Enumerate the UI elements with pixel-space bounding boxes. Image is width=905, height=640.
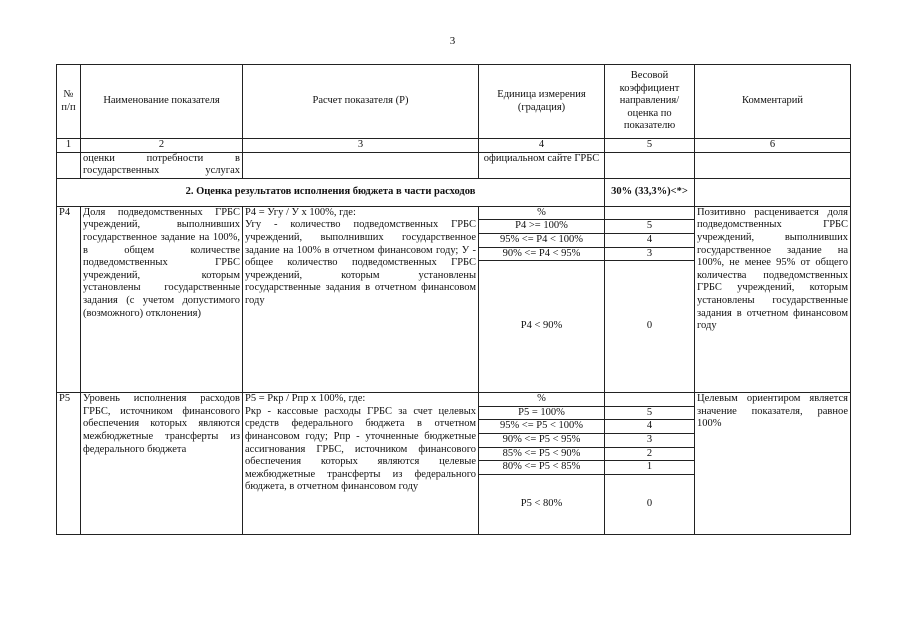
section-2-weight: 30% (33,3%)<*> <box>605 178 695 206</box>
p5-calc-description: Ркр - кассовые расходы ГРБС за счет целевых средств федерального бюджета в отчетном финансовом году; Рпр - уточненные бюджетные ассигнования ГРБС, источником финансового обеспечения которых являются целевые межбюджетные трансферты из федерального бюджета, в отчетном финансовом году <box>245 405 476 493</box>
indicators-table <box>56 64 851 535</box>
p5-row <box>57 393 851 407</box>
p5-grade-score: 5 <box>605 406 695 420</box>
col-number: 3 <box>243 139 479 153</box>
p4-calc-description: Угу - количество подведомственных ГРБС учреждений, выполнивших государственное задание на 100% в отчетном финансовом году; У - общее количество подведомственных ГРБС учреждений, которым установлены государственные задания в отчетном финансовом году <box>245 219 476 306</box>
header-comment: Комментарий <box>695 65 851 139</box>
p4-grade-unit: 90% <= Р4 < 95% <box>479 247 605 261</box>
p4-grade-unit: 95% <= Р4 < 100% <box>479 233 605 247</box>
p5-grade-unit: 90% <= Р5 < 95% <box>479 433 605 447</box>
page-number: 3 <box>449 35 456 47</box>
p4-name: Доля подведомственных ГРБС учреждений, выполнивших государственное задание на 100%, в общем количестве подведомственных ГРБС учреждений, которым установлены государственные задания (с учетом допустимого (возможного) отклонения) <box>81 206 243 392</box>
p5-grade-score: 2 <box>605 447 695 461</box>
header-unit: Единица измерения (градация) <box>479 65 605 139</box>
p5-grade-score: 4 <box>605 420 695 434</box>
header-weight: Весовой коэффициент направления/ оценка по показателю <box>605 65 695 139</box>
p5-grade-score: 1 <box>605 461 695 475</box>
col-number: 1 <box>57 139 81 153</box>
p4-grade-score: 0 <box>605 261 695 393</box>
section-2-row <box>57 178 851 206</box>
p5-unit-header: % <box>479 393 605 407</box>
p5-grade-unit: Р5 < 80% <box>479 474 605 534</box>
p5-grade-unit: Р5 = 100% <box>479 406 605 420</box>
continuation-name: оценки потребности в государственных услугах <box>81 152 243 178</box>
table-header-row <box>57 65 851 139</box>
continuation-row <box>57 152 851 178</box>
header-no: № п/п <box>57 65 81 139</box>
header-name: Наименование показателя <box>81 65 243 139</box>
col-number: 4 <box>479 139 605 153</box>
p4-calculation <box>243 206 479 392</box>
p5-grade-score: 3 <box>605 433 695 447</box>
p5-name: Уровень исполнения расходов ГРБС, источником финансового обеспечения которых являются межбюджетные трансферты из федерального бюджета <box>81 393 243 535</box>
p4-formula: Р4 = Угу / У x 100%, где: <box>245 206 356 218</box>
p4-row <box>57 206 851 220</box>
column-number-row <box>57 139 851 153</box>
p5-grade-unit: 95% <= Р5 < 100% <box>479 420 605 434</box>
col-number: 2 <box>81 139 243 153</box>
p4-grade-score: 3 <box>605 247 695 261</box>
p4-grade-score: 5 <box>605 220 695 234</box>
p4-comment: Позитивно расценивается доля подведомственных ГРБС учреждений, выполнивших государственное задание на 100%, не менее 95% от общего количества подведомственных ГРБС учреждений, которым установлены государственные задания в отчетном финансовом году <box>695 206 851 392</box>
p5-number: Р5 <box>57 393 81 535</box>
p4-grade-unit: Р4 < 90% <box>479 261 605 393</box>
col-number: 6 <box>695 139 851 153</box>
continuation-unit: официальном сайте ГРБС <box>479 152 605 178</box>
p5-formula: Р5 = Ркр / Рпр x 100%, где: <box>245 393 366 405</box>
p4-grade-score: 4 <box>605 233 695 247</box>
p5-grade-unit: 85% <= Р5 < 90% <box>479 447 605 461</box>
section-2-title: 2. Оценка результатов исполнения бюджета в части расходов <box>57 178 605 206</box>
p4-grade-unit: Р4 >= 100% <box>479 220 605 234</box>
p5-grade-score: 0 <box>605 474 695 534</box>
header-calc: Расчет показателя (Р) <box>243 65 479 139</box>
p5-grade-unit: 80% <= Р5 < 85% <box>479 461 605 475</box>
p5-calculation <box>243 393 479 535</box>
p4-number: Р4 <box>57 206 81 392</box>
p5-comment: Целевым ориентиром является значение показателя, равное 100% <box>695 393 851 535</box>
p4-unit-header: % <box>479 206 605 220</box>
col-number: 5 <box>605 139 695 153</box>
